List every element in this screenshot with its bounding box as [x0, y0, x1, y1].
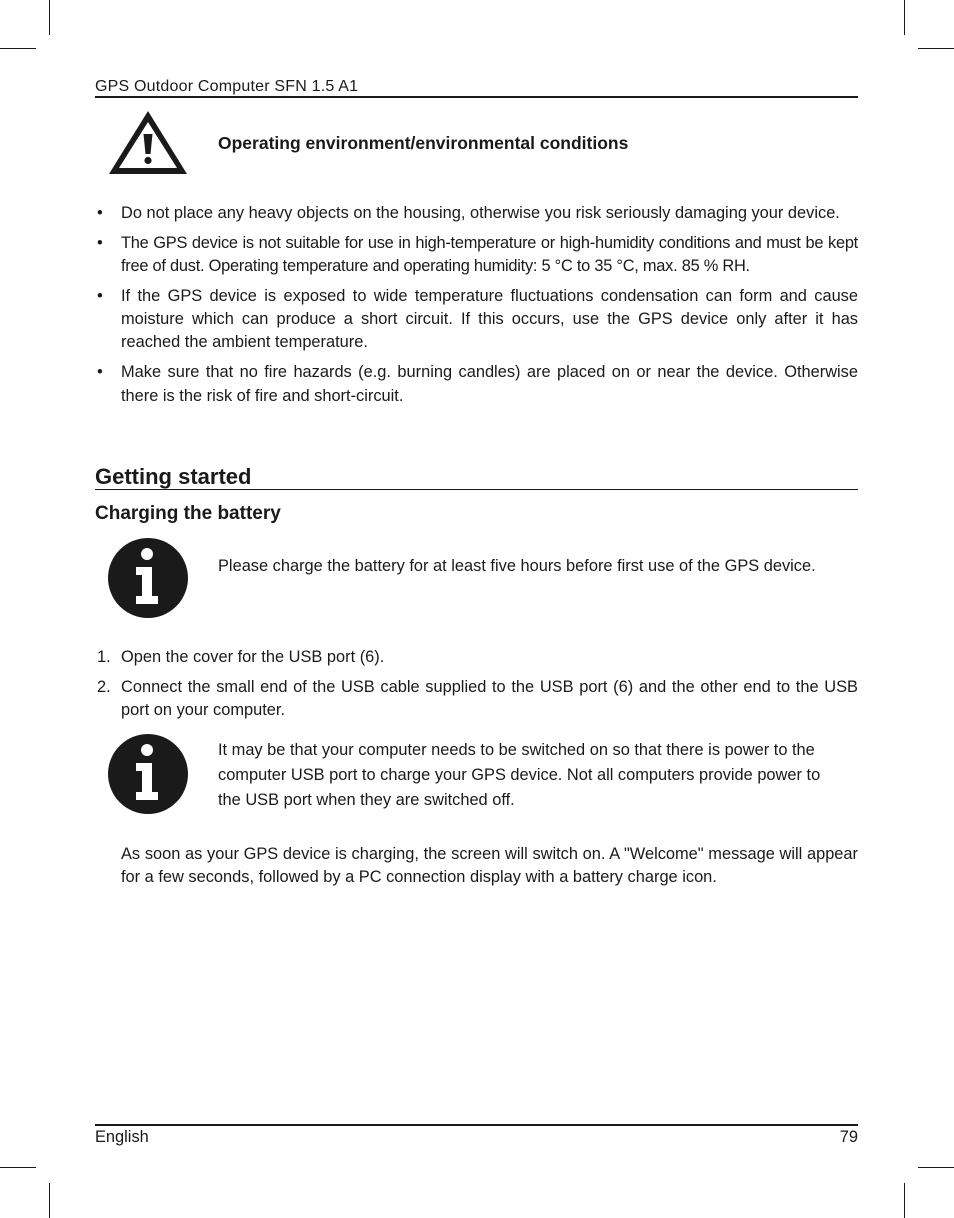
- charging-steps-list: [95, 646, 858, 729]
- bullet-marker: •: [97, 204, 103, 222]
- page-number: 79: [839, 1128, 858, 1146]
- step-number: 1.: [97, 648, 111, 666]
- list-item: [95, 676, 858, 723]
- crop-mark: [49, 0, 50, 35]
- info-note: Please charge the battery for at least five hours before first use of the GPS device.: [218, 557, 816, 575]
- bullet-text: The GPS device is not suitable for use in high-temperature or high-humidity conditions and must be kept free of dust. Operating temperature and operating humidity: 5 °C to 35 °C, max. 85 % RH.: [121, 233, 858, 276]
- list-item: [95, 646, 858, 669]
- section-heading: Getting started: [95, 464, 252, 489]
- page-header-title: GPS Outdoor Computer SFN 1.5 A1: [95, 78, 359, 95]
- info-note: It may be that your computer needs to be switched on so that there is power to the computer USB port to charge your GPS device. Not all computers provide power to the USB port when they are switched off.: [218, 741, 821, 809]
- section-rule: [95, 489, 858, 490]
- crop-mark: [49, 1183, 50, 1218]
- step-number: 2.: [97, 677, 111, 696]
- info-icon: [107, 537, 189, 619]
- charging-description: As soon as your GPS device is charging, the screen will switch on. A "Welcome" message will appear for a few seconds, followed by a PC connection display with a battery charge icon.: [121, 845, 858, 887]
- bullet-marker: •: [97, 233, 103, 252]
- crop-mark: [904, 1183, 905, 1218]
- crop-mark: [0, 48, 36, 49]
- list-item: [95, 232, 858, 279]
- crop-mark: [0, 1167, 36, 1168]
- warning-block: [95, 108, 858, 178]
- bullet-text: Make sure that no fire hazards (e.g. burning candles) are placed on or near the device. Otherwise there is the risk of fire and short-circuit.: [121, 363, 858, 405]
- footer-rule: [95, 1124, 858, 1126]
- bullet-text: Do not place any heavy objects on the housing, otherwise you risk seriously damaging your device.: [121, 204, 840, 222]
- info-icon: [107, 733, 189, 815]
- warning-title: Operating environment/environmental conditions: [218, 133, 629, 153]
- crop-mark: [918, 48, 954, 49]
- bullet-text: If the GPS device is exposed to wide temperature fluctuations condensation can form and cause moisture which can produce a short circuit. If this occurs, use the GPS device only after it has reached the ambient temperature.: [121, 286, 858, 352]
- safety-bullet-list: [95, 202, 858, 414]
- list-item: [95, 202, 858, 225]
- bullet-marker: •: [97, 286, 103, 305]
- crop-mark: [904, 0, 905, 35]
- step-text: Connect the small end of the USB cable supplied to the USB port (6) and the other end to the USB port on your computer.: [121, 677, 858, 720]
- list-item: [95, 361, 858, 408]
- header-rule: [95, 96, 858, 98]
- warning-triangle-icon: [107, 108, 189, 176]
- list-item: [95, 285, 858, 355]
- footer-language: English: [95, 1128, 149, 1146]
- step-text: Open the cover for the USB port (6).: [121, 648, 385, 666]
- subsection-heading: Charging the battery: [95, 503, 281, 524]
- bullet-marker: •: [97, 363, 103, 382]
- crop-mark: [918, 1167, 954, 1168]
